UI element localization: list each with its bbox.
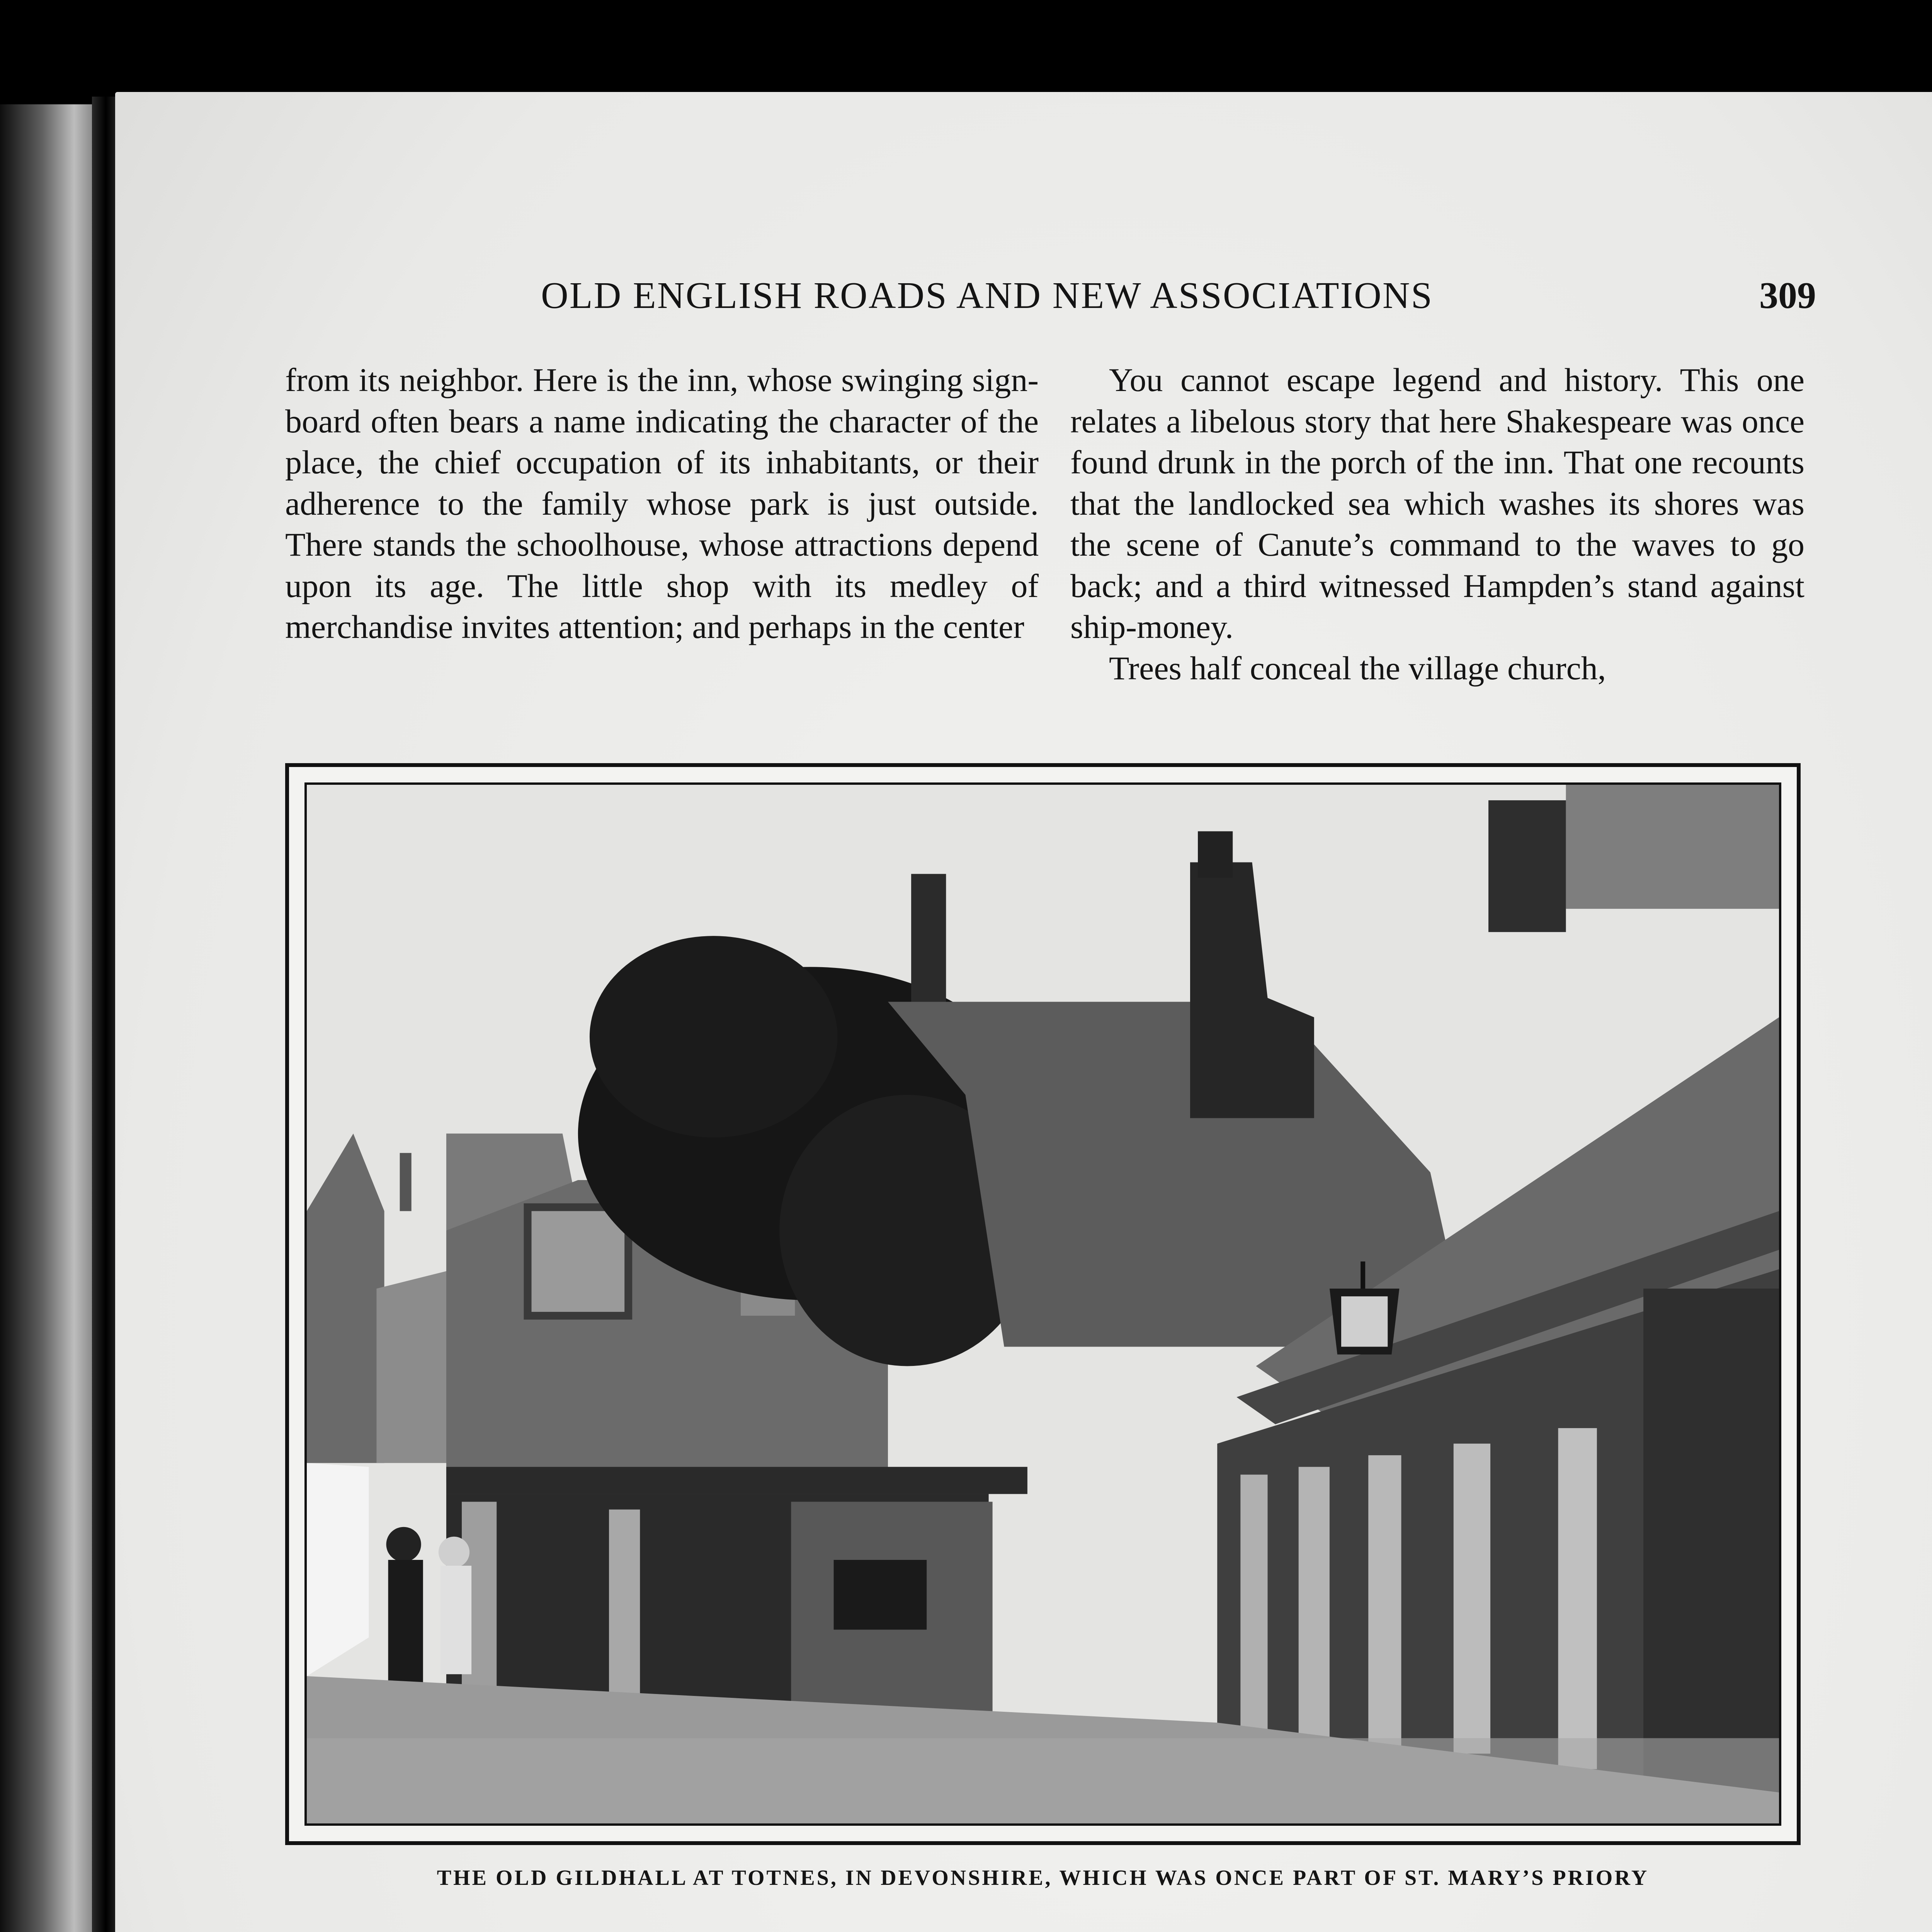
text-column-top-right <box>1070 359 1804 726</box>
page-number: 309 <box>1759 275 1816 316</box>
paragraph: from its neighbor. Here is the inn, whose swinging sign-board often bears a name indicating the character of the place, the chief occupation of its inhabitants, or their adherence to the family whose park is just outside. There stands the schoolhouse, whose attractions depend upon its age. The little shop with its medley of merchandise invites attention; and perhaps in the center <box>285 361 1039 645</box>
paragraph: You cannot escape legend and history. This one relates a libelous story that here Shakespeare was once found drunk in the porch of the inn. That one recounts that the landlocked sea which washes its shores was the scene of Canute’s command to the waves to go back; and a third witnessed Hampden’s stand against ship-money. <box>1070 361 1804 645</box>
running-header <box>410 270 1816 321</box>
gildhall-photograph <box>304 782 1781 1826</box>
photo-caption: THE OLD GILDHALL AT TOTNES, IN DEVONSHIRE, WHICH WAS ONCE PART OF ST. MARY’S PRIORY <box>437 1866 1649 1890</box>
facing-page-edge <box>0 104 93 1932</box>
text-column-top-left <box>285 359 1039 726</box>
paragraph: Trees half conceal the village church, <box>1109 649 1606 687</box>
photograph-frame <box>285 763 1801 1845</box>
running-title: OLD ENGLISH ROADS AND NEW ASSOCIATIONS <box>541 275 1434 316</box>
book-gutter <box>92 97 115 1932</box>
gildhall-illustration <box>307 785 1779 1823</box>
